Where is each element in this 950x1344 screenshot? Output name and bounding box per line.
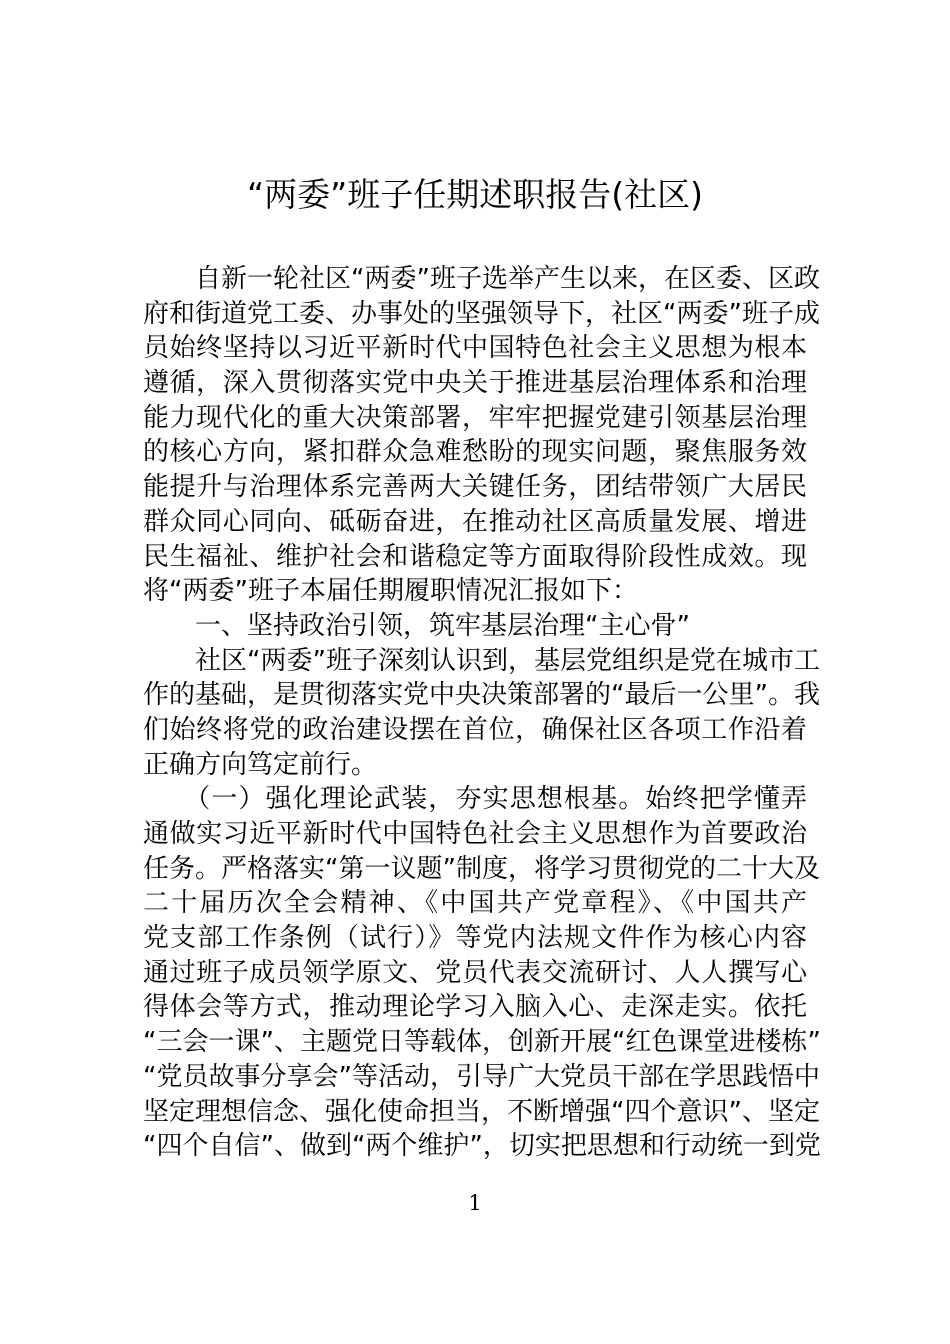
body-line: 任务。严格落实“第一议题”制度，将学习贯彻党的二十大及 — [143, 853, 820, 884]
body-line: 群众同心同向、砥砺奋进，在推动社区高质量发展、增进 — [143, 506, 807, 537]
body-line: 社区“两委”班子深刻认识到，基层党组织是党在城市工 — [143, 645, 820, 676]
page-number: 1 — [468, 1191, 482, 1215]
body-line: 作的基础，是贯彻落实党中央决策部署的“最后一公里”。我 — [143, 680, 820, 711]
body-line: 能提升与治理体系完善两大关键任务，团结带领广大居民 — [143, 472, 807, 503]
body-line: 府和街道党工委、办事处的坚强领导下，社区“两委”班子成 — [143, 298, 820, 329]
body-line: 自新一轮社区“两委”班子选举产生以来，在区委、区政 — [143, 264, 820, 294]
body-line: “三会一课”、主题党日等载体，创新开展“红色课堂进楼栋” — [143, 1027, 821, 1058]
body-line: 二十届历次全会精神、《中国共产党章程》、《中国共产 — [143, 888, 807, 919]
body-line: 们始终将党的政治建设摆在首位，确保社区各项工作沿着 — [143, 714, 807, 745]
body-line: 将“两委”班子本届任期履职情况汇报如下： — [143, 576, 638, 607]
section-heading: 一、坚持政治引领，筑牢基层治理“主心骨” — [143, 610, 690, 641]
body-line: 遵循，深入贯彻落实党中央关于推进基层治理体系和治理 — [143, 368, 807, 399]
body-line: 得体会等方式，推动理论学习入脑入心、走深走实。依托 — [143, 992, 807, 1023]
body-line: 民生福祉、维护社会和谐稳定等方面取得阶段性成效。现 — [143, 541, 807, 572]
body-line: “党员故事分享会”等活动，引导广大党员干部在学思践悟中 — [143, 1061, 820, 1092]
body-line: 坚定理想信念、强化使命担当，不断增强“四个意识”、坚定 — [143, 1096, 820, 1127]
body-line: 员始终坚持以习近平新时代中国特色社会主义思想为根本 — [143, 333, 807, 364]
body-line: 通做实习近平新时代中国特色社会主义思想作为首要政治 — [143, 819, 807, 849]
body-line: “四个自信”、做到“两个维护”，切实把思想和行动统一到党 — [143, 1131, 821, 1162]
document-title: “两委”班子任期述职报告(社区) — [247, 175, 703, 214]
body-line: 党支部工作条例（试行）》等党内法规文件作为核心内容 — [143, 923, 807, 954]
body-line: 正确方向笃定前行。 — [143, 749, 378, 780]
body-line: 能力现代化的重大决策部署，牢牢把握党建引领基层治理 — [143, 402, 807, 433]
body-line: 的核心方向，紧扣群众急难愁盼的现实问题，聚焦服务效 — [143, 437, 807, 468]
body-line: （一）强化理论武装，夯实思想根基。始终把学懂弄 — [143, 784, 807, 815]
body-line: 通过班子成员领学原文、党员代表交流研讨、人人撰写心 — [143, 957, 807, 988]
document-body — [143, 262, 821, 1164]
